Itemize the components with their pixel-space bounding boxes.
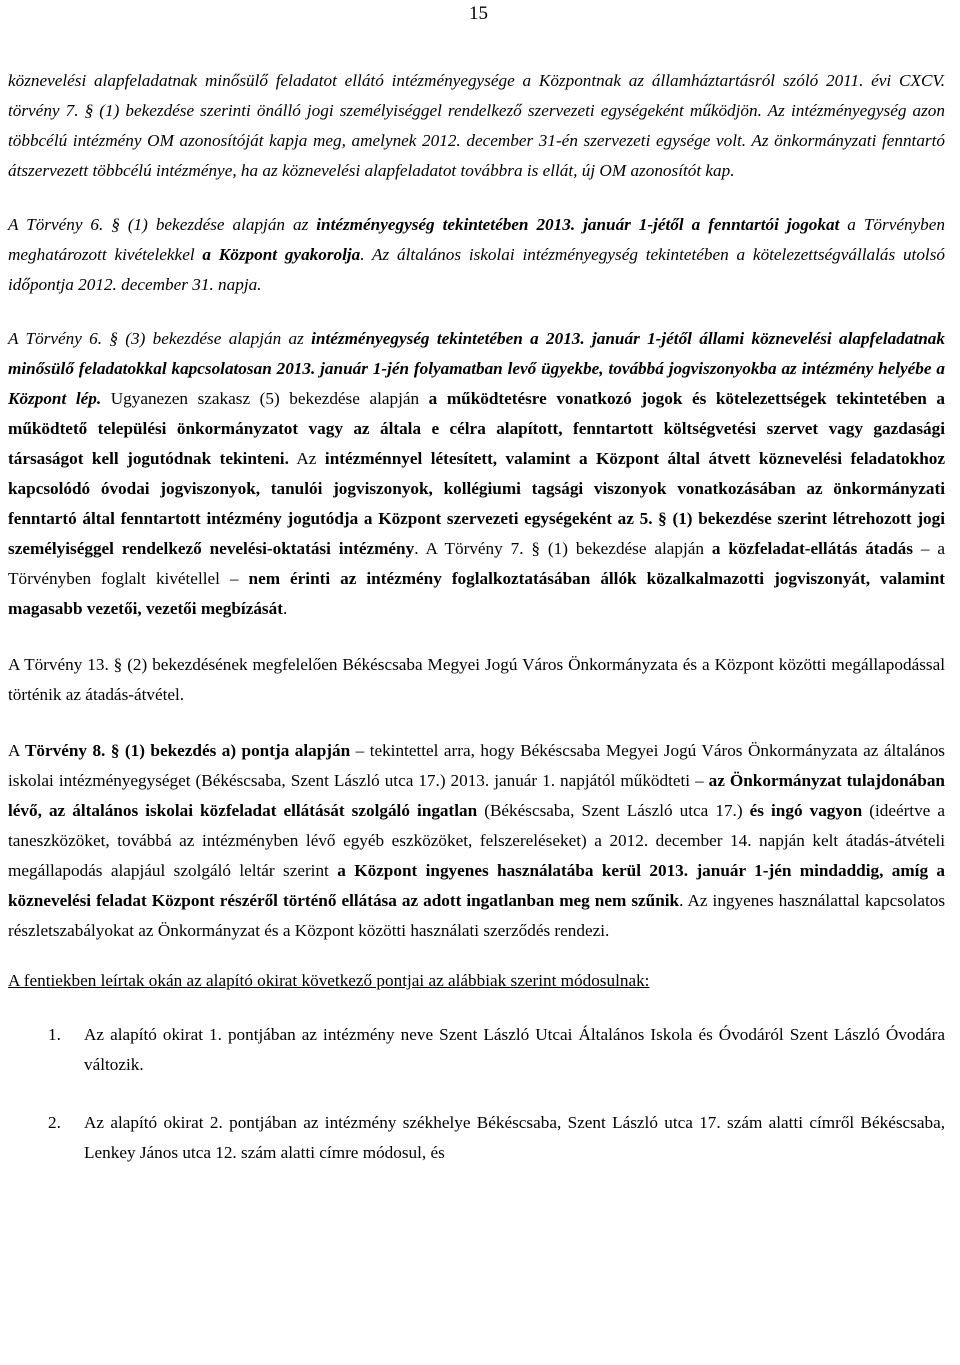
p5-run-8: a Központ ingyenes használatába kerül 2013. január 1-jén mindaddig, amíg a köznevelési feladat Központ részéről történő ellátása az adott ingatlanban meg nem szűnik <box>8 861 946 910</box>
p3-run-7: . A Törvény 7. § (1) bekezdése alapján <box>414 539 712 558</box>
amendment-list <box>8 1020 945 1168</box>
p3-run-10: nem érinti az intézmény foglalkoztatásában állók közalkalmazotti jogviszonyát, valamint magasabb vezetői, vezetői megbízását <box>8 569 945 618</box>
p5-run-4: az Önkormányzat tulajdonában lévő, az általános iskolai közfeladat ellátását szolgáló ingatlan <box>8 771 945 820</box>
p3-run-3: Ugyanezen szakasz (5) bekezdése alapján <box>101 389 429 408</box>
p3-run-8: a közfeladat-ellátás átadás <box>711 539 913 558</box>
paragraph-1-text: köznevelési alapfeladatnak minősülő feladatot ellátó intézményegysége a Központnak az államháztartásról szóló 2011. évi CXCV. törvény 7. § (1) bekezdése szerinti önálló jogi személyiséggel rendelkező szervezeti egységeként működjön. Az intézményegység azon többcélú intézmény OM azonosítóját kapja meg, amelynek 2012. december 31-én szervezeti egysége volt. Az önkormányzati fenntartó átszervezett többcélú intézménye, ha az köznevelési alapfeladatot továbbra is ellát, új OM azonosítót kap. <box>8 71 945 180</box>
paragraph-3 <box>8 324 945 624</box>
paragraph-1 <box>8 66 945 186</box>
p3-run-5: Az <box>288 449 325 468</box>
p2-run-2: intézményegység tekintetében 2013. január 1-jétől a fenntartói jogokat <box>316 215 840 234</box>
p5-run-6: és ingó vagyon <box>749 801 863 820</box>
p3-run-2: intézményegység tekintetében a 2013. január 1-jétől állami köznevelési alapfeladatnak minősülő feladatokkal kapcsolatosan 2013. január 1-jén folyamatban levő ügyekbe, továbbá jogviszonyokba az intézmény helyébe a Központ lép. <box>8 329 945 408</box>
p3-run-4: a működtetésre vonatkozó jogok és kötelezettségek tekintetében a működtető települési önkormányzatot vagy az általa e célra alapított, fenntartott költségvetési szervet vagy gazdasági társaságot kell jogutódnak tekinteni. <box>8 389 946 468</box>
section-heading <box>8 966 945 996</box>
p2-run-4: a Központ gyakorolja <box>202 245 361 264</box>
p5-run-2: Törvény 8. § (1) bekezdés a) pontja alapján <box>24 741 351 760</box>
p2-run-5: . Az általános iskolai intézményegység tekintetében a kötelezettségvállalás utolsó időpontja 2012. december 31. napja. <box>8 245 945 294</box>
p5-run-1: A <box>8 741 25 760</box>
p5-run-9: . Az ingyenes használattal kapcsolatos részletszabályokat az Önkormányzat és a Központ közötti használati szerződés rendezi. <box>8 891 946 940</box>
paragraph-4 <box>8 650 945 710</box>
p5-run-7: (ideértve a taneszközöket, továbbá az intézményben lévő egyéb eszközöket, felszereléseket) a 2012. december 14. napján kelt átadás-átvételi megállapodás alapjául szolgáló leltár szerint <box>8 801 945 880</box>
list-item-number: 2. <box>48 1113 61 1132</box>
p3-run-6: intézménnyel létesített, valamint a Központ által átvett köznevelési feladatokhoz kapcsolódó óvodai jogviszonyok, tanulói jogviszonyok, kollégiumi tagsági viszonyok vonatkozásában az önkormányzati fenntartó által fenntartott intézmény jogutódja a Központ szervezeti egységeként az 5. § (1) bekezdése szerint létrehozott jogi személyiséggel rendelkező nevelési-oktatási intézmény <box>8 449 945 558</box>
p5-run-3: – tekintettel arra, hogy Békéscsaba Megyei Jogú Város Önkormányzata az általános iskolai intézményegységet (Békéscsaba, Szent László utca 17.) 2013. január 1. napjától működteti – <box>8 741 945 790</box>
paragraph-5 <box>8 736 945 946</box>
section-heading-text: A fentiekben leírtak okán az alapító okirat következő pontjai az alábbiak szerint módosulnak: <box>8 971 650 990</box>
p2-run-1: A Törvény 6. § (1) bekezdése alapján az <box>8 215 317 234</box>
amendment-list-wrapper <box>8 1020 945 1168</box>
p2-run-3: a Törvényben meghatározott kivételekkel <box>8 215 945 264</box>
list-item <box>8 1108 945 1168</box>
list-item <box>8 1020 945 1080</box>
list-item-number: 1. <box>48 1025 61 1044</box>
p3-run-11: . <box>282 599 288 618</box>
p5-run-5: (Békéscsaba, Szent László utca 17.) <box>477 801 750 820</box>
list-item-text: Az alapító okirat 2. pontjában az intézmény székhelye Békéscsaba, Szent László utca 17. szám alatti címről Békéscsaba, Lenkey János utca 12. szám alatti címre módosul, és <box>84 1113 945 1162</box>
document-body <box>8 66 945 1168</box>
list-item-text: Az alapító okirat 1. pontjában az intézmény neve Szent László Utcai Általános Iskola és Óvodáról Szent László Óvodára változik. <box>84 1025 945 1074</box>
p3-run-9: – a Törvényben foglalt kivétellel – <box>8 539 945 588</box>
p3-run-1: A Törvény 6. § (3) bekezdése alapján az <box>8 329 312 348</box>
paragraph-2 <box>8 210 945 300</box>
page-number: 15 <box>469 3 488 24</box>
paragraph-4-text: A Törvény 13. § (2) bekezdésének megfelelően Békéscsaba Megyei Jogú Város Önkormányzata és a Központ közötti megállapodással történik az átadás-átvétel. <box>8 655 945 704</box>
